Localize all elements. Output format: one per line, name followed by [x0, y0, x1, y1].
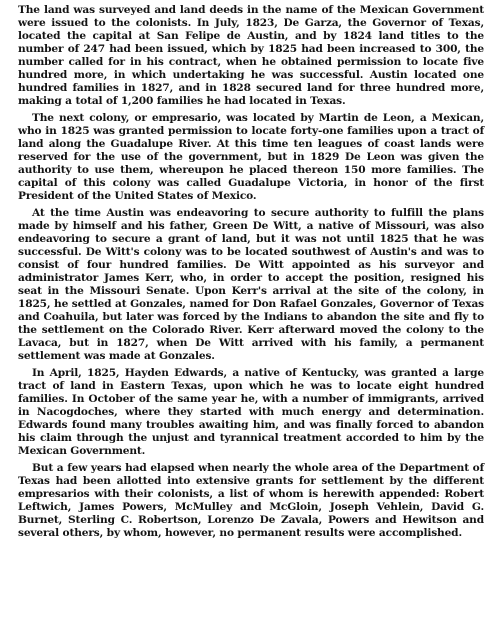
paragraph-de-leon-colony: The next colony, or empresario, was located by Martin de Leon, a Mexican, who in 1825 was granted permission to locate forty-one families upon a tract of land along the Guadalupe River. At this time ten leagues of coast lands were reserved for the use of the government, but in 1829 De Leon was given the authority to use them, whereupon he placed thereon 150 more families. The capital of this colony was called Guadalupe Victoria, in honor of the first President of the United States of Mexico. [18, 112, 484, 202]
paragraph-de-witt-colony: At the time Austin was endeavoring to secure authority to fulfill the plans made by himself and his father, Green De Witt, a native of Missouri, was also endeavoring to secure a grant of land, but it was not until 1825 that he was successful. De Witt's colony was to be located southwest of Austin's and was to consist of four hundred families. De Witt appointed as his surveyor and administrator James Kerr, who, in order to accept the position, resigned his seat in the Missouri Senate. Upon Kerr's arrival at the site of the colony, in 1825, he settled at Gonzales, named for Don Rafael Gonzales, Governor of Texas and Coahuila, but later was forced by the Indians to abandon the site and fly to the settlement on the Colorado River. Kerr afterward moved the colony to the Lavaca, but in 1827, when De Witt arrived with his family, a permanent settlement was made at Gonzales. [18, 207, 484, 362]
document-page [18, 4, 484, 544]
page-bottom-edge [0, 617, 500, 625]
paragraph-austin-colony: The land was surveyed and land deeds in the name of the Mexican Government were issued to the colonists. In July, 1823, De Garza, the Governor of Texas, located the capital at San Felipe de Austin, and by 1824 land titles to the number of 247 had been issued, which by 1825 had been increased to 300, the number called for in his contract, when he obtained permission to locate five hundred more, in which undertaking he was successful. Austin located one hundred families in 1827, and in 1828 secured land for three hundred more, making a total of 1,200 families he had located in Texas. [18, 4, 484, 107]
paragraph-empresarios-list: But a few years had elapsed when nearly the whole area of the Department of Texas had been allotted into extensive grants for settlement by the different empresarios with their colonists, a list of whom is herewith appended: Robert Leftwich, James Powers, McMulley and McGloin, Joseph Vehlein, David G. Burnet, Sterling C. Robertson, Lorenzo De Zavala, Powers and Hewitson and several others, by whom, however, no permanent results were accomplished. [18, 462, 484, 539]
paragraph-edwards-grant: In April, 1825, Hayden Edwards, a native of Kentucky, was granted a large tract of land in Eastern Texas, upon which he was to locate eight hundred families. In October of the same year he, with a number of immigrants, arrived in Nacogdoches, where they started with much energy and determination. Edwards found many troubles awaiting him, and was finally forced to abandon his claim through the unjust and tyrannical treatment accorded to him by the Mexican Government. [18, 367, 484, 457]
